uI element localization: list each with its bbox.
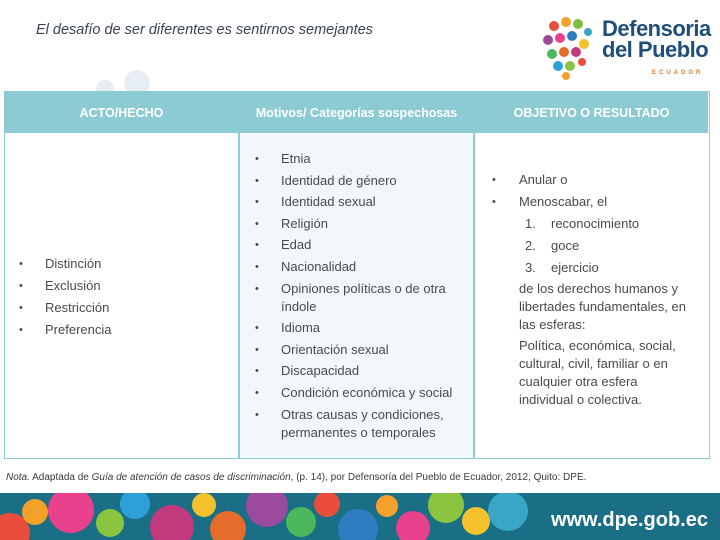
objetivo-content [489, 169, 709, 409]
item-text: ejercicio [551, 260, 599, 275]
column-divider [473, 92, 475, 458]
list-item: • Identidad de género [255, 172, 467, 190]
list-item: • Discapacidad [255, 362, 467, 380]
decorative-circle [246, 493, 288, 527]
numbered-item [489, 257, 709, 279]
logo-line-1: Defensoria [602, 16, 711, 41]
slogan: El desafío de ser diferentes es sentirnos semejantes [36, 22, 373, 38]
list-item: • Menoscabar, el [489, 191, 709, 213]
column-divider [238, 92, 240, 458]
decorative-circle [314, 493, 340, 517]
decorative-circle [286, 507, 316, 537]
defensoria-logo[interactable] [540, 12, 715, 82]
list-item: • Anular o [489, 169, 709, 191]
decorative-circle [96, 509, 124, 537]
list-item: • Orientación sexual [255, 341, 467, 359]
item-text: goce [551, 238, 580, 253]
item-number: 2. [525, 238, 536, 253]
list-item: • Distinción [19, 253, 229, 275]
header-motivos: Motivos/ Categorías sospechosas [240, 92, 473, 133]
numbered-item [489, 235, 709, 257]
decorative-circle [428, 493, 464, 523]
source-note [6, 472, 586, 483]
list-item: • Edad [255, 236, 467, 254]
list-item: • Opiniones políticas o de otra índole [255, 280, 467, 316]
decorative-circle [488, 493, 528, 531]
logo-line-3: ECUADOR [652, 70, 704, 76]
list-item: • Condición económica y social [255, 384, 467, 402]
decorative-circle [338, 509, 378, 540]
list-item: • Idioma [255, 319, 467, 337]
decorative-circle [150, 505, 194, 540]
decorative-circle [210, 511, 246, 540]
list-item: • Etnia [255, 150, 467, 168]
note-prefix: Adaptada de [29, 472, 92, 483]
header-objetivo: OBJETIVO O RESULTADO [475, 92, 708, 133]
discrimination-table [4, 91, 710, 459]
item-number: 3. [525, 260, 536, 275]
decorative-circle [120, 493, 150, 519]
note-label: Nota. [6, 472, 30, 483]
list-item: • Identidad sexual [255, 193, 467, 211]
list-item: • Exclusión [19, 275, 229, 297]
decorative-circle [462, 507, 490, 535]
decorative-circle [376, 495, 398, 517]
list-item: • Religión [255, 215, 467, 233]
people-mosaic-icon [540, 14, 598, 80]
website-link[interactable]: www.dpe.gob.ec [550, 509, 708, 531]
item-number: 1. [525, 216, 536, 231]
spheres-paragraph: Política, económica, social, cultural, civil, familiar o en cualquier otra esfera individual o colectiva. [519, 338, 676, 407]
list-item: • Restricción [19, 297, 229, 319]
numbered-item [489, 213, 709, 235]
list-item: • Nacionalidad [255, 258, 467, 276]
rights-paragraph: de los derechos humanos y libertades fundamentales, en las esferas: [519, 281, 686, 332]
decorative-circle [396, 511, 430, 540]
motivos-list [255, 150, 467, 445]
decorative-circle [22, 499, 48, 525]
list-item: • Preferencia [19, 319, 229, 341]
list-item: • Otras causas y condiciones, permanentes o temporales [255, 406, 467, 442]
note-suffix: , (p. 14), por Defensoría del Pueblo de Ecuador, 2012, Quito: DPE. [290, 472, 587, 483]
note-title: Guía de atención de casos de discriminación [91, 472, 291, 483]
logo-line-2: del Pueblo [602, 37, 709, 62]
item-text: reconocimiento [551, 216, 640, 231]
decorative-circle [48, 493, 94, 533]
decorative-circle [192, 493, 216, 517]
acto-list [19, 253, 229, 341]
header-acto-hecho: ACTO/HECHO [5, 92, 238, 133]
